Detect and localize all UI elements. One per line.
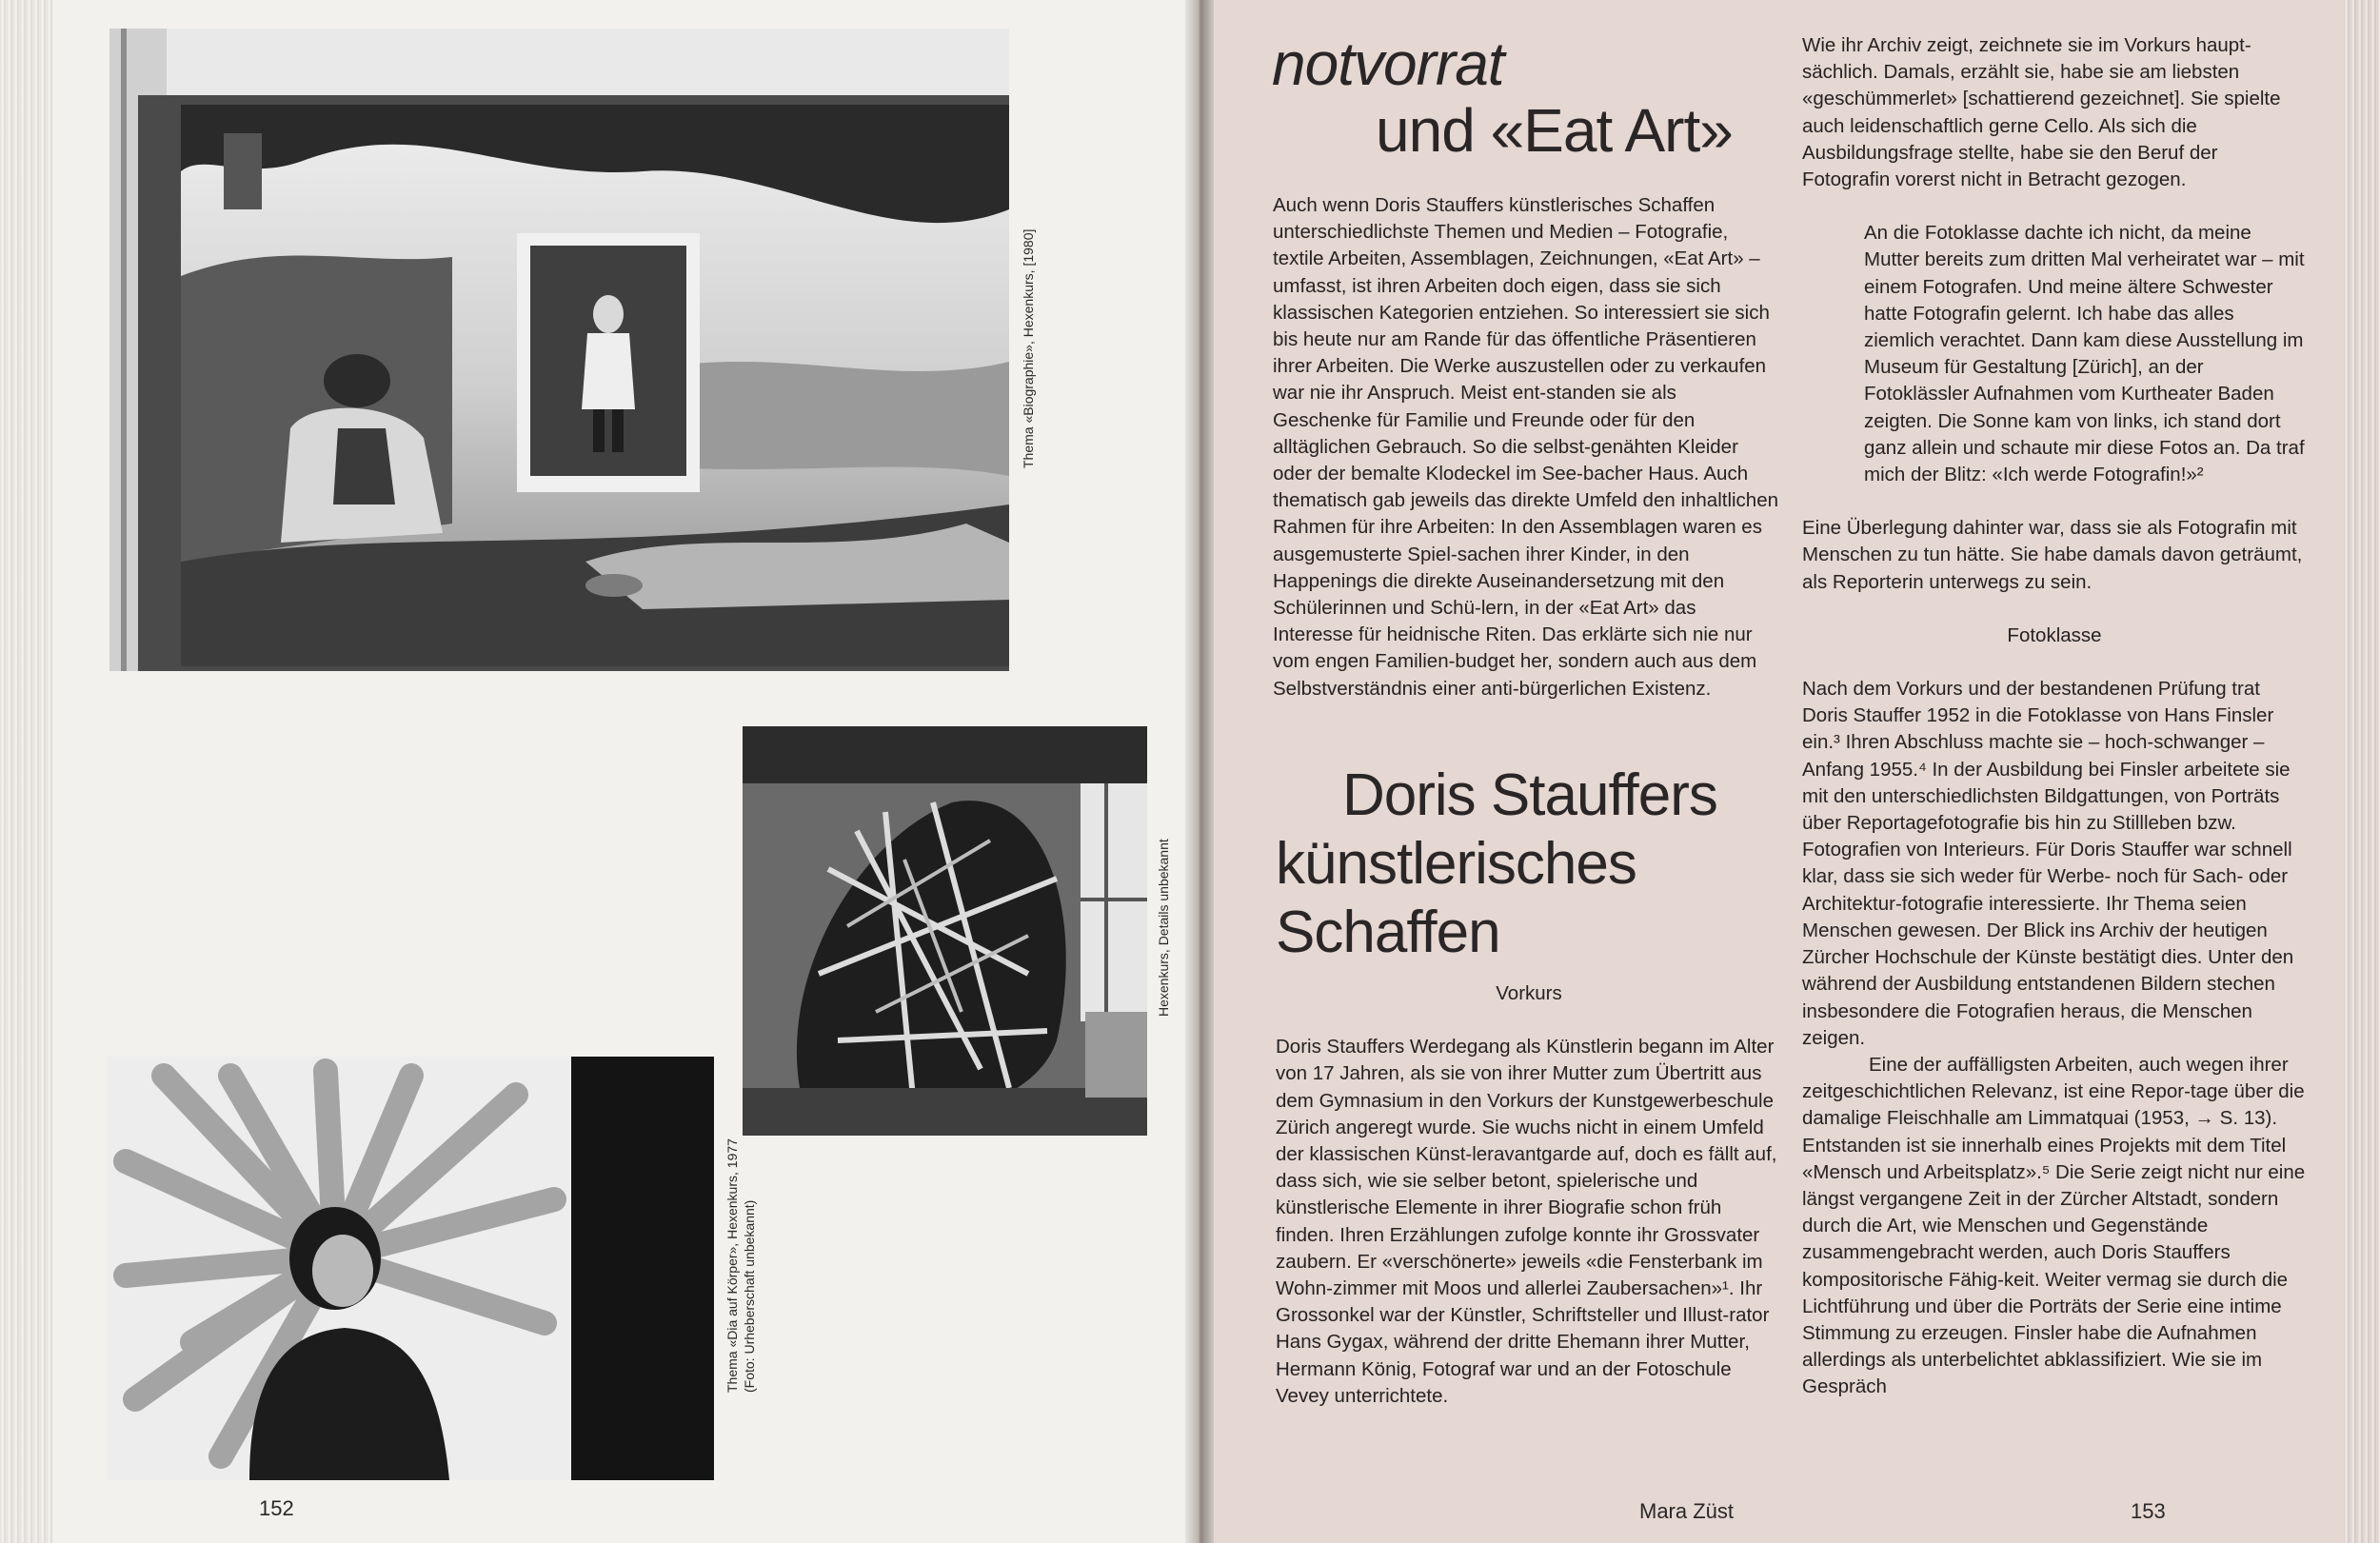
column-left <box>1273 192 1779 702</box>
page-number-left: 152 <box>259 1496 294 1520</box>
chairs-image <box>743 726 1147 1136</box>
photo-hexenkurs-chairs <box>743 726 1147 1136</box>
fotoklasse-paragraph: Nach dem Vorkurs und der bestandenen Prüfung trat Doris Stauffer 1952 in die Fotoklasse von Hans Finsler ein.³ Ihren Abschluss machte sie – hoch-schwanger – Anfang 1955.⁴ In der Ausbildung bei Finsler arbeitete sie mit den unterschiedlichsten Bildgattungen, von Porträts über Reportagefotografie bis hin zu Stillleben bzw. Fotografien von Interieurs. Für Doris Stauffer war schnell klar, dass sie sich weder für Werbe- noch für Sach- oder Architektur-fotografie interessierte. Ihr Thema seien Menschen gewesen. Der Blick ins Archiv der heutigen Zürcher Hochschule der Künste bestätigt dies. Unter den während der Ausbildung entstandenen Bildern stechen insbesondere die Fotografien heraus, die Menschen zeigen. <box>1802 678 2294 1049</box>
caption-photo-1: Thema «Biographie», Hexenkurs, [1980] <box>1021 228 1036 468</box>
fleischhalle-paragraph: Eine der auffälligsten Arbeiten, auch wegen ihrer zeitgeschichtlichen Relevanz, ist eine Repor-tage über die damalige Fleischhalle am Limmatquai (1953, → S. 13). Entstanden ist sie innerhalb eines Projekts mit dem Titel «Mensch und Arbeitsplatz».⁵ Die Serie zeigt nicht nur eine längst vergangene Zeit in der Zürcher Altstadt, sondern durch die Art, wie Menschen und Gegenstände zusammengebracht werden, auch Doris Stauffers kompositorische Fähig-keit. Weiter vermag sie durch die Lichtführung und über die Porträts der Serie eine intime Stimmung zu erzeugen. Finsler habe die Aufnahmen allerdings als unterbelichtet abklassifiziert. Wie sie im Gespräch <box>1802 1053 2306 1398</box>
vorkurs-paragraph: Doris Stauffers Werdegang als Künstlerin begann im Alter von 17 Jahren, als sie von ihrer Mutter zum Übertritt aus dem Gymnasium in den Vorkurs der Kunstgewerbeschule Zürich angeregt wurde. Sie wuchs nicht in einem Umfeld der klassischen Künst-leravantgarde auf, doch es fällt auf, dass sich, wie sie selber betont, spielerische und künstlerische Elemente in ihrer Biografie schon früh finden. Ihren Erzählungen zufolge konnte ihr Grossvater zaubern. Er «verschönerte» jeweils «die Fensterbank im Wohn-zimmer mit Moos und allerlei Zaubersachen»¹. Ihr Grossonkel war der Künstler, Schriftsteller und Illust-rator Hans Gygax, während der dritte Ehemann ihrer Mutter, Hermann König, Fotograf war und an der Fotoschule Vevey unterrichtete. <box>1276 1036 1777 1407</box>
column-left-lower <box>1276 980 1782 1410</box>
page-number-right: 153 <box>2131 1499 2166 1523</box>
caption-photo-2: Hexenkurs, Details unbekannt <box>1156 839 1171 1017</box>
column-right <box>1802 32 2307 1401</box>
section-title-line-2: künstlerisches <box>1276 831 1636 897</box>
section-title-line-3: Schaffen <box>1276 900 1500 965</box>
section-title-line-1: Doris Stauffers <box>1342 762 1717 828</box>
subhead-vorkurs: Vorkurs <box>1496 982 1562 1004</box>
spacer <box>1276 1007 1782 1034</box>
author-name: Mara Züst <box>1639 1499 1735 1523</box>
spacer <box>1802 193 2307 220</box>
section-title <box>1276 762 1717 967</box>
reporter-paragraph: Eine Überlegung dahinter war, dass sie als Fotografin mit Menschen zu tun hätte. Sie habe damals davon geträumt, als Reporterin unterwegs zu sein. <box>1802 517 2303 593</box>
caption-photo-3-line-2: (Foto: Urheberschaft unbekannt) <box>742 1199 757 1393</box>
subhead-fotoklasse: Fotoklasse <box>2007 623 2102 646</box>
caption-photo-3-line-1: Thema «Dia auf Körper», Hexenkurs, 1977 <box>724 1138 740 1393</box>
intro-paragraph: Auch wenn Doris Stauffers künstlerisches Schaffen unterschiedlichste Themen und Medien – Fotografie, textile Arbeiten, Assemblagen, Zeichnungen, «Eat Art» – umfasst, ist ihren Arbeiten doch eigen, dass sie sich klassischen Kategorien entziehen. So interessiert sie sich bis heute nur am Rande für das öffentliche Präsentieren ihrer Arbeiten. Die Werke auszustellen oder zu verkaufen war nie ihr Anspruch. Meist ent-standen sie als Geschenke für Familie und Freunde oder für den alltäglichen Gebrauch. So die selbst-genähten Kleider oder der bemalte Klodeckel im See-bacher Haus. Auch thematisch gab jeweils das direkte Umfeld den inhaltlichen Rahmen für ihre Arbeiten: In den Assemblagen waren es ausgemusterte Spiel-sachen ihrer Kinder, in den Happenings die direkte Auseinandersetzung mit den Schülerinnen und Schü-lern, in der «Eat Art» das Interesse für heidnische Riten. Das erklärte sich nie nur vom engen Familien-budget her, sondern auch aus dem Selbstverständnis einer anti-bürgerlichen Existenz. <box>1273 194 1779 700</box>
spacer <box>1802 488 2307 515</box>
rays-image <box>107 1057 714 1480</box>
spacer <box>1802 596 2307 623</box>
heading-italic: notvorrat <box>1272 30 1504 98</box>
block-quote: An die Fotoklasse dachte ich nicht, da meine Mutter bereits zum dritten Mal verheiratet war – mit einem Fotografen. Und meine ältere Schwester hatte Fotografin gelernt. Ich habe das alles ziemlich verachtet. Dann kam diese Ausstellung im Museum für Gestaltung [Zürich], an der Fotoklässler Aufnahmen vom Kurtheater Baden zeigten. Die Sonne kam von links, ich stand dort ganz allein und schaute mir diese Fotos an. Da traf mich der Blitz: «Ich werde Fotografin!»² <box>1864 222 2305 486</box>
caption-photo-3 <box>724 1138 758 1393</box>
archive-paragraph: Wie ihr Archiv zeigt, zeichnete sie im Vorkurs haupt-sächlich. Damals, erzählt sie, habe sie am liebsten «geschümmerlet» [schattierend gezeichnet]. Sie spielte auch leidenschaftlich gerne Cello. Als sich die Ausbildungsfrage stellte, habe sie den Beruf der Fotografin vorerst nicht in Betracht gezogen. <box>1802 34 2281 191</box>
left-page-edge <box>0 0 52 1543</box>
heading-main: und «Eat Art» <box>1376 96 1733 165</box>
photo-dia-auf-koerper <box>107 1057 714 1480</box>
book-gutter <box>1185 0 1214 1543</box>
right-page-edge <box>2344 0 2380 1543</box>
spacer <box>1802 649 2307 676</box>
photo-biographie-collage <box>109 29 1009 671</box>
collage-image <box>109 29 1009 671</box>
